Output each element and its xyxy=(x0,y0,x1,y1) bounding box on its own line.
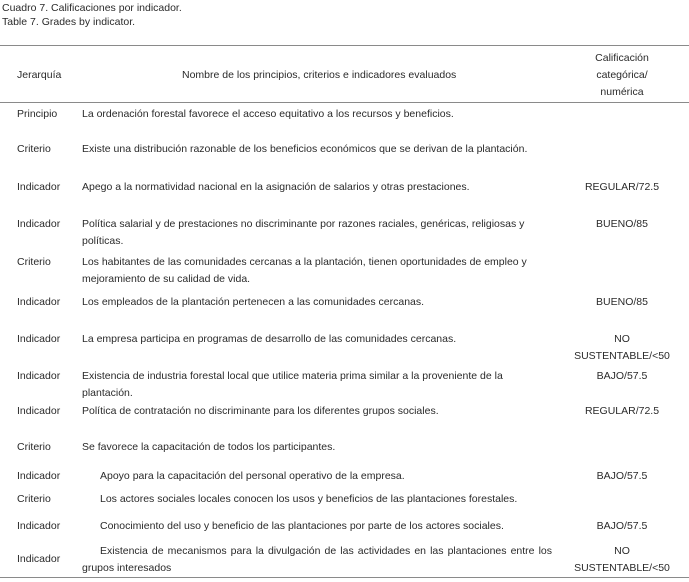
row-text: La empresa participa en programas de desarrollo de las comunidades cercanas. xyxy=(82,333,457,345)
row-text: Existencia de industria forestal local que utilice materia prima similar a la proveniente de la plantación. xyxy=(82,370,503,399)
row-text: Conocimiento del uso y beneficio de las plantaciones por parte de los actores sociales. xyxy=(100,520,504,532)
row-text: Política salarial y de prestaciones no discriminante por razones raciales, genéricas, religiosas y políticas. xyxy=(82,218,525,247)
row-level: Indicador xyxy=(17,370,61,382)
row-level: Criterio xyxy=(17,256,51,268)
header-rule xyxy=(0,102,689,103)
row-grade xyxy=(562,331,682,365)
row-grade-line2: SUSTENTABLE/<50 xyxy=(574,350,670,362)
row-grade: BUENO/85 xyxy=(596,218,648,230)
row-text: Apego a la normatividad nacional en la asignación de salarios y otras prestaciones. xyxy=(82,181,470,193)
row-text: La ordenación forestal favorece el acceso equitativo a los recursos y beneficios. xyxy=(82,108,454,120)
row-text: Los empleados de la plantación pertenecen a las comunidades cercanas. xyxy=(82,296,425,308)
row-text: Política de contratación no discriminante para los diferentes grupos sociales. xyxy=(82,405,439,417)
header-grade-line3: numérica xyxy=(600,86,644,98)
row-grade-line1: NO xyxy=(614,545,630,557)
caption-english: Table 7. Grades by indicator. xyxy=(2,16,136,28)
bottom-rule xyxy=(0,577,689,578)
row-text: Existencia de mecanismos para la divulgación de las actividades en las plantaciones entre los grupos interesados xyxy=(82,545,552,574)
row-level: Indicador xyxy=(17,520,61,532)
row-text: Se favorece la capacitación de todos los participantes. xyxy=(82,441,336,453)
row-level: Indicador xyxy=(17,405,61,417)
row-level: Criterio xyxy=(17,143,51,155)
row-level: Indicador xyxy=(17,470,61,482)
row-level: Indicador xyxy=(17,553,61,565)
row-level: Principio xyxy=(17,108,58,120)
row-grade: REGULAR/72.5 xyxy=(584,405,660,417)
row-level: Indicador xyxy=(17,181,61,193)
top-rule xyxy=(0,45,689,46)
caption-spanish: Cuadro 7. Calificaciones por indicador. xyxy=(2,2,182,14)
header-name: Nombre de los principios, criterios e indicadores evaluados xyxy=(182,69,457,81)
row-text: Los actores sociales locales conocen los usos y beneficios de las plantaciones forestales. xyxy=(100,493,518,505)
row-grade: BAJO/57.5 xyxy=(596,520,648,532)
row-grade: BAJO/57.5 xyxy=(596,470,648,482)
row-text: Los habitantes de las comunidades cercanas a la plantación, tienen oportunidades de empleo y mejoramiento de su calidad de vida. xyxy=(82,256,527,285)
header-grade-line2: categórica/ xyxy=(596,69,648,81)
row-text: Existe una distribución razonable de los beneficios económicos que se derivan de la plantación. xyxy=(82,143,528,155)
row-level: Criterio xyxy=(17,493,51,505)
row-grade: BUENO/85 xyxy=(596,296,648,308)
row-level: Indicador xyxy=(17,333,61,345)
row-level: Indicador xyxy=(17,218,61,230)
row-grade: REGULAR/72.5 xyxy=(584,181,660,193)
header-grade-line1: Calificación xyxy=(595,52,649,64)
row-text: Apoyo para la capacitación del personal operativo de la empresa. xyxy=(100,470,405,482)
row-grade: BAJO/57.5 xyxy=(596,370,648,382)
row-grade-line2: SUSTENTABLE/<50 xyxy=(574,562,670,574)
row-level: Criterio xyxy=(17,441,51,453)
row-grade-line1: NO xyxy=(614,333,630,345)
row-grade xyxy=(562,543,682,577)
row-level: Indicador xyxy=(17,296,61,308)
header-hierarchy: Jerarquía xyxy=(17,69,62,81)
